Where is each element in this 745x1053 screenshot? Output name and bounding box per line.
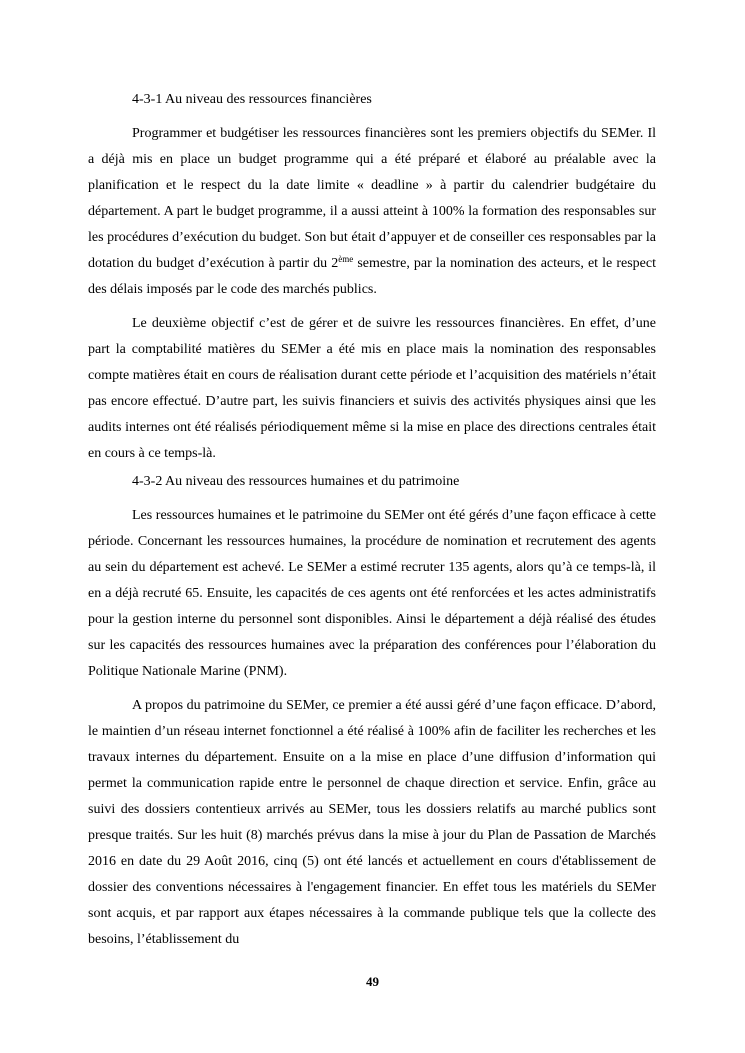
section-heading-human-resources: 4-3-2 Au niveau des ressources humaines et du patrimoine (132, 474, 460, 489)
page-number: 49 (366, 974, 379, 989)
paragraph-financial-monitoring: Le deuxième objectif c’est de gérer et de suivre les ressources financières. En effet, d’une part la comptabilité matières du SEMer a été mis en place mais la nomination des responsables compte matières était en cours de réalisation durant cette période et l’acquisition des matériels n’était pas encore effectué. D’autre part, les suivis financiers et suivis des activités physiques ainsi que les audits internes ont été réalisés périodiquement même si la mise en place des directions centrales était en cours à ce temps-là. (88, 316, 656, 461)
document-page (88, 87, 656, 953)
paragraph-patrimony: A propos du patrimoine du SEMer, ce premier a été aussi géré d’une façon efficace. D’abord, le maintien d’un réseau internet fonctionnel a été réalisé à 100% afin de faciliter les recherches et les travaux internes du département. Ensuite on a la mise en place d’une diffusion d’information qui permet la communication rapide entre le personnel de chaque direction et service. Enfin, grâce au suivi des dossiers contentieux arrivés au SEMer, tous les dossiers relatifs au marché publics sont presque traités. Sur les huit (8) marchés prévus dans la mise à jour du Plan de Passation de Marchés 2016 en date du 29 Août 2016, cinq (5) ont été lancés et actuellement en cours d'établissement de dossier des conventions nécessaires à l'engagement financier. En effet tous les matériels du SEMer sont acquis, et par rapport aux étapes nécessaires à la commande publique tels que la collecte des besoins, l’établissement du (88, 698, 656, 947)
paragraph-human-resources: Les ressources humaines et le patrimoine du SEMer ont été gérés d’une façon efficace à cette période. Concernant les ressources humaines, la procédure de nomination et recrutement des agents au sein du département est achevé. Le SEMer a estimé recruter 135 agents, alors qu’à ce temps-là, il en a déjà recruté 65. Ensuite, les capacités de ces agents ont été renforcées et les actes administratifs pour la gestion interne du personnel sont disponibles. Ainsi le département a déjà réalisé des études sur les capacités des ressources humaines avec la préparation des conférences pour l’élaboration du Politique Nationale Marine (PNM). (88, 508, 656, 679)
paragraph-budget-programming (88, 121, 656, 303)
paragraph-text-continued: semestre, par la nomination des acteurs, et le respect des délais imposés par le code des marchés publics. (88, 256, 656, 297)
superscript-ordinal: ème (338, 254, 354, 264)
paragraph-text: Programmer et budgétiser les ressources financières sont les premiers objectifs du SEMer. Il a déjà mis en place un budget programme qui a été préparé et élaboré au préalable avec la planification et le respect du la date limite « deadline » à partir du calendrier budgétaire du département. A part le budget programme, il a aussi atteint à 100% la formation des responsables sur les procédures d’exécution du budget. Son but était d’appuyer et de conseiller ces responsables par la dotation du budget d’exécution à partir du 2 (88, 126, 656, 271)
section-heading-financial-resources: 4-3-1 Au niveau des ressources financières (132, 92, 372, 107)
